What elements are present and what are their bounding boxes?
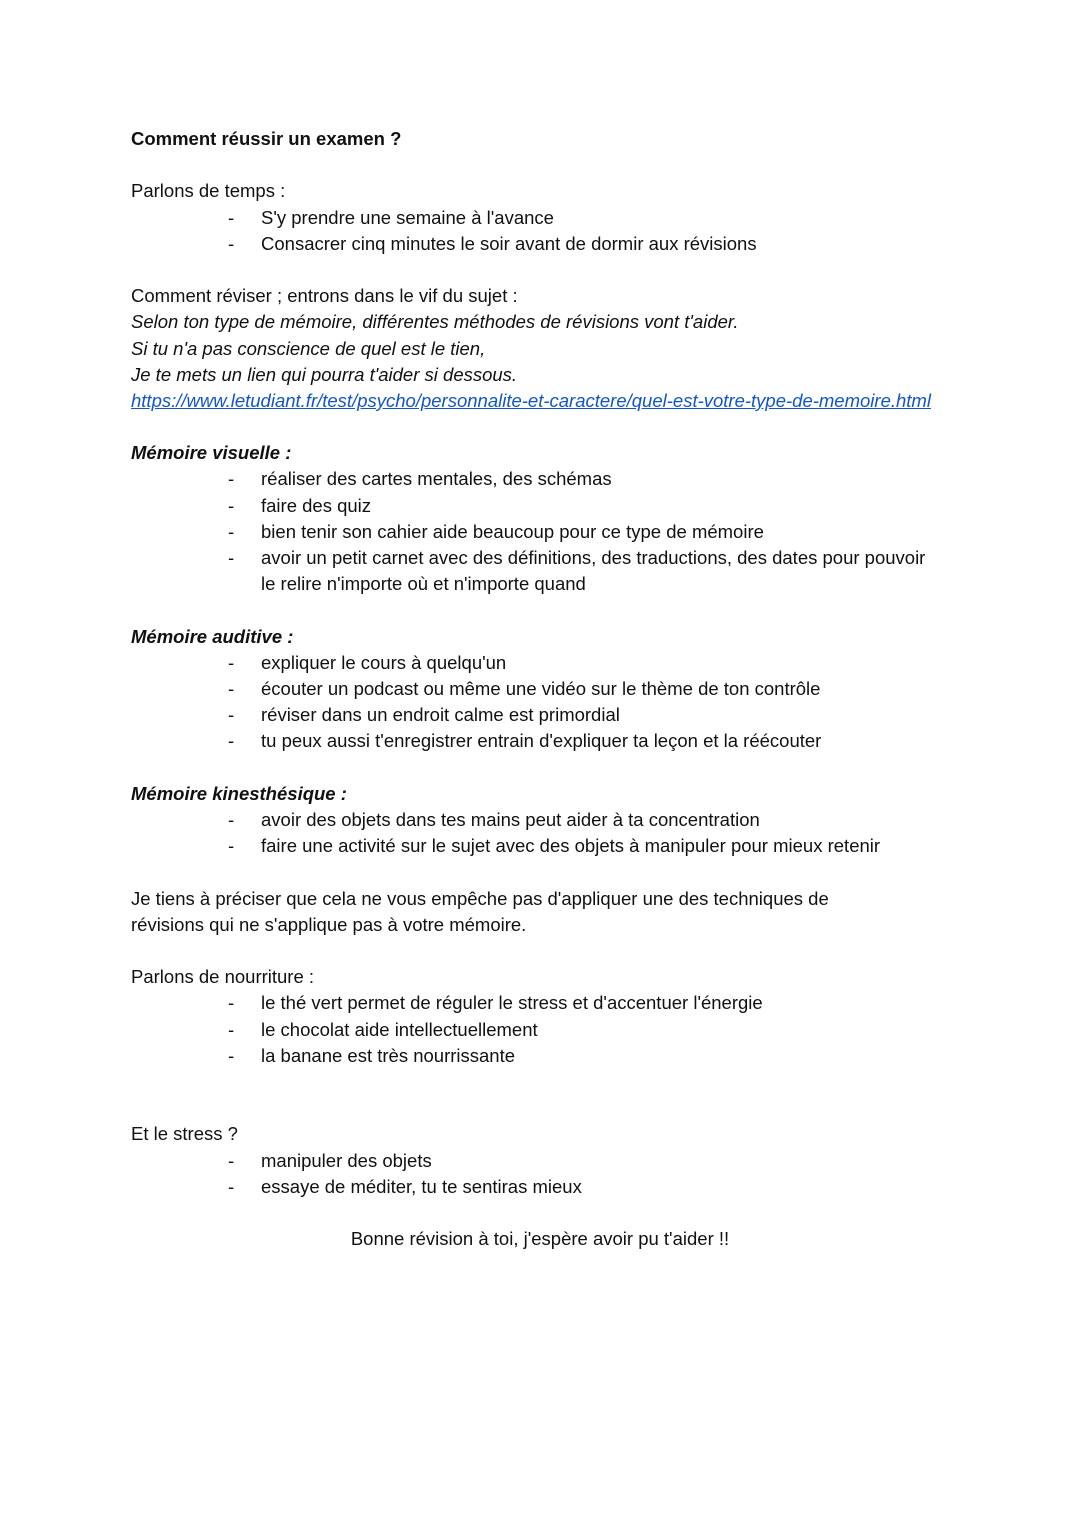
list-item-text: tu peux aussi t'enregistrer entrain d'expliquer ta leçon et la réécouter: [261, 730, 822, 752]
dash-bullet: -: [228, 547, 235, 569]
dash-bullet: -: [228, 494, 235, 516]
list-item: [131, 545, 941, 597]
list-temps: [131, 205, 941, 257]
list-item: [131, 231, 941, 257]
dash-bullet: -: [228, 704, 235, 726]
list-item-text: réaliser des cartes mentales, des schémas: [261, 468, 612, 490]
list-item-text: Consacrer cinq minutes le soir avant de dormir aux révisions: [261, 232, 757, 254]
section-heading-temps: Parlons de temps :: [131, 180, 286, 202]
section-heading-kinesthesique: Mémoire kinesthésique :: [131, 782, 347, 804]
closing-message: Bonne révision à toi, j'espère avoir pu t'aider !!: [350, 1228, 730, 1250]
list-item: [131, 807, 941, 833]
list-item-text: S'y prendre une semaine à l'avance: [261, 206, 554, 228]
dash-bullet: -: [228, 992, 235, 1014]
dash-bullet: -: [228, 232, 235, 254]
document-title: Comment réussir un examen ?: [131, 128, 402, 149]
list-item-text: faire une activité sur le sujet avec des objets à manipuler pour mieux retenir: [261, 835, 881, 857]
spacer: [131, 152, 941, 178]
list-item-text: avoir un petit carnet avec des définitions, des traductions, des dates pour pouvoir le relire n'importe où et n'importe quand: [261, 547, 926, 595]
list-item: [131, 833, 941, 859]
dash-bullet: -: [228, 206, 235, 228]
dash-bullet: -: [228, 809, 235, 831]
dash-bullet: -: [228, 730, 235, 752]
section-heading-stress: Et le stress ?: [131, 1123, 238, 1145]
spacer: [131, 414, 941, 440]
dash-bullet: -: [228, 1149, 235, 1171]
list-item: [131, 676, 941, 702]
list-item-text: réviser dans un endroit calme est primordial: [261, 704, 620, 726]
dash-bullet: -: [228, 835, 235, 857]
list-item: [131, 728, 941, 754]
dash-bullet: -: [228, 468, 235, 490]
precision-line-2: révisions qui ne s'applique pas à votre mémoire.: [131, 913, 527, 935]
section-heading-auditive: Mémoire auditive :: [131, 625, 294, 647]
dash-bullet: -: [228, 678, 235, 700]
list-item: [131, 650, 941, 676]
list-item: [131, 493, 941, 519]
list-item: [131, 466, 941, 492]
intro-line-1: Selon ton type de mémoire, différentes méthodes de révisions vont t'aider.: [131, 311, 739, 333]
section-heading-visuelle: Mémoire visuelle :: [131, 442, 292, 464]
section-heading-nourriture: Parlons de nourriture :: [131, 966, 315, 988]
dash-bullet: -: [228, 520, 235, 542]
list-item-text: manipuler des objets: [261, 1149, 432, 1171]
list-nourriture: [131, 990, 941, 1069]
list-item: [131, 519, 941, 545]
list-item-text: la banane est très nourrissante: [261, 1044, 516, 1066]
spacer: [131, 859, 941, 885]
list-item: [131, 205, 941, 231]
spacer: [131, 938, 941, 964]
list-item-text: expliquer le cours à quelqu'un: [261, 651, 507, 673]
list-item: [131, 1174, 941, 1200]
list-item: [131, 1043, 941, 1069]
spacer: [131, 598, 941, 624]
list-item: [131, 1017, 941, 1043]
memory-test-link[interactable]: https://www.letudiant.fr/test/psycho/personnalite-et-caractere/quel-est-votre-type-de-memoire.html: [131, 389, 931, 411]
dash-bullet: -: [228, 651, 235, 673]
intro-line-2: Si tu n'a pas conscience de quel est le tien,: [131, 337, 486, 359]
list-item-text: essaye de méditer, tu te sentiras mieux: [261, 1175, 582, 1197]
list-item: [131, 1148, 941, 1174]
section-heading-reviser: Comment réviser ; entrons dans le vif du sujet :: [131, 285, 518, 307]
list-item-text: écouter un podcast ou même une vidéo sur le thème de ton contrôle: [261, 678, 821, 700]
dash-bullet: -: [228, 1044, 235, 1066]
list-stress: [131, 1148, 941, 1200]
list-item: [131, 990, 941, 1016]
list-auditive: [131, 650, 941, 755]
list-item-text: faire des quiz: [261, 494, 372, 516]
list-item: [131, 702, 941, 728]
spacer: [131, 257, 941, 283]
spacer: [131, 1200, 941, 1226]
intro-line-3: Je te mets un lien qui pourra t'aider si dessous.: [131, 363, 518, 385]
list-item-text: le thé vert permet de réguler le stress et d'accentuer l'énergie: [261, 992, 763, 1014]
list-kinesthesique: [131, 807, 941, 859]
spacer: [131, 1069, 941, 1121]
list-item-text: bien tenir son cahier aide beaucoup pour ce type de mémoire: [261, 520, 764, 542]
document-page: [131, 126, 941, 1252]
precision-line-1: Je tiens à préciser que cela ne vous empêche pas d'appliquer une des techniques de: [131, 887, 829, 909]
list-item-text: avoir des objets dans tes mains peut aider à ta concentration: [261, 809, 760, 831]
list-item-text: le chocolat aide intellectuellement: [261, 1018, 538, 1040]
dash-bullet: -: [228, 1175, 235, 1197]
dash-bullet: -: [228, 1018, 235, 1040]
list-visuelle: [131, 466, 941, 597]
spacer: [131, 755, 941, 781]
